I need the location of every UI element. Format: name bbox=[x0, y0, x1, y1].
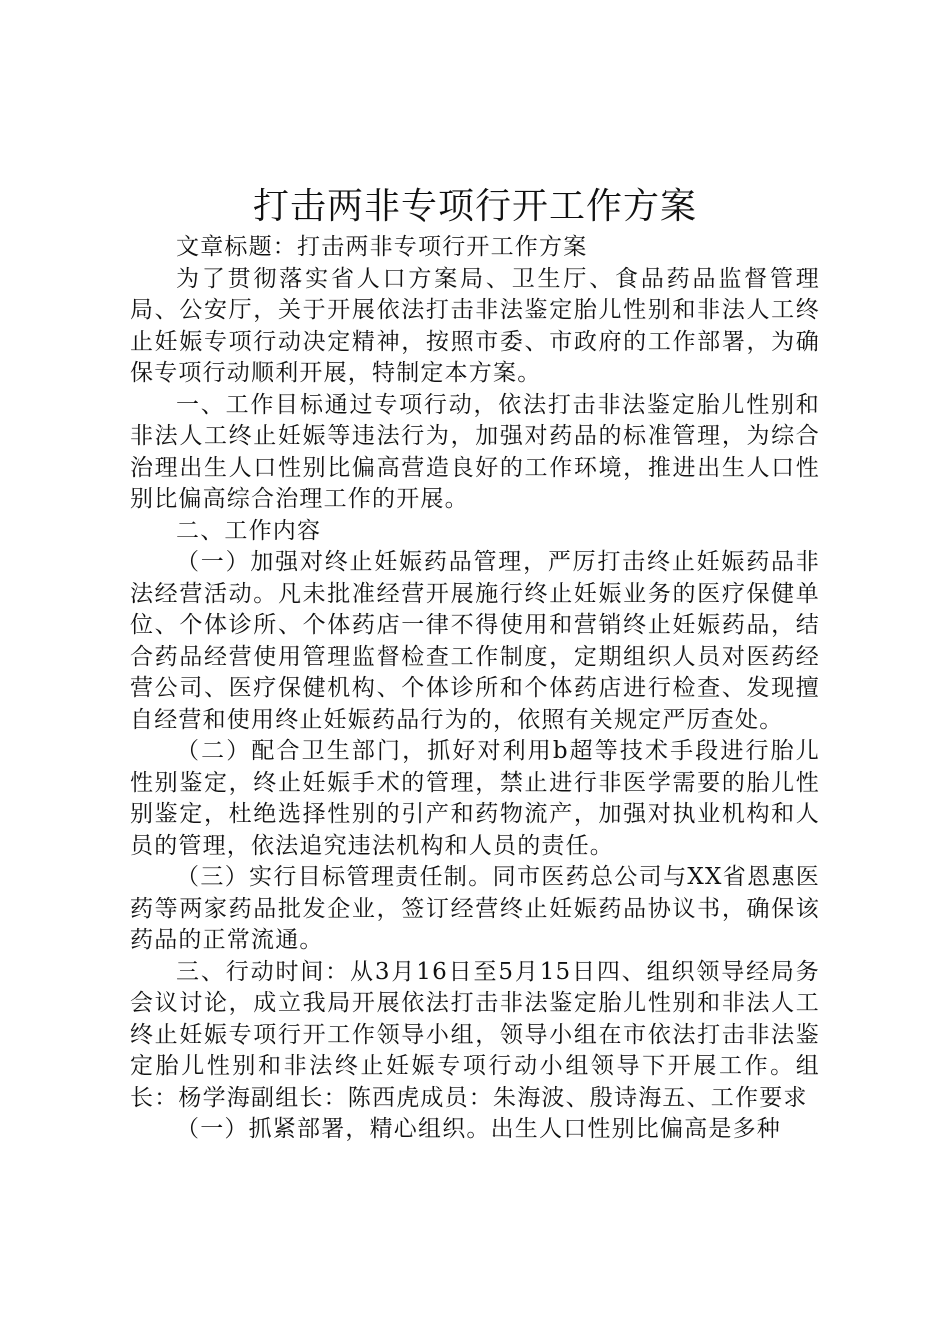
article-title-line: 文章标题：打击两非专项行开工作方案 bbox=[176, 234, 588, 260]
requirements-item-1-paragraph: （一）抓紧部署，精心组织。出生人口性别比偏高是多种 bbox=[176, 1116, 781, 1142]
document-body bbox=[130, 232, 820, 1146]
section-goals-paragraph: 一、工作目标通过专项行动，依法打击非法鉴定胎儿性别和非法人工终止妊娠等违法行为，加强对药品的标准管理，为综合治理出生人口性别比偏高营造良好的工作环境，推进出生人口性别比偏高综合治理工作的开展。 bbox=[130, 391, 820, 512]
content-item-1-paragraph: （一）加强对终止妊娠药品管理，严厉打击终止妊娠药品非法经营活动。凡未批准经营开展施行终止妊娠业务的医疗保健单位、个体诊所、个体药店一律不得使用和营销终止妊娠药品，结合药品经营使用管理监督检查工作制度，定期组织人员对医药经营公司、医疗保健机构、个体诊所和个体药店进行检查、发现擅自经营和使用终止妊娠药品行为的，依照有关规定严厉查处。 bbox=[130, 549, 820, 733]
intro-paragraph: 为了贯彻落实省人口方案局、卫生厅、食品药品监督管理局、公安厅，关于开展依法打击非法鉴定胎儿性别和非法人工终止妊娠专项行动决定精神，按照市委、市政府的工作部署，为确保专项行动顺利开展，特制定本方案。 bbox=[130, 265, 820, 386]
content-item-3-paragraph: （三）实行目标管理责任制。同市医药总公司与XX省恩惠医药等两家药品批发企业，签订经营终止妊娠药品协议书，确保该药品的正常流通。 bbox=[130, 864, 820, 953]
content-item-2-paragraph: （二）配合卫生部门，抓好对利用b超等技术手段进行胎儿性别鉴定，终止妊娠手术的管理，禁止进行非医学需要的胎儿性别鉴定，杜绝选择性别的引产和药物流产，加强对执业机构和人员的管理，依法追究违法机构和人员的责任。 bbox=[130, 738, 820, 859]
section-time-organization-paragraph: 三、行动时间：从3月16日至5月15日四、组织领导经局务会议讨论，成立我局开展依法打击非法鉴定胎儿性别和非法人工终止妊娠专项行开工作领导小组，领导小组在市依法打击非法鉴定胎儿性别和非法终止妊娠专项行动小组领导下开展工作。组长：杨学海副组长：陈西虎成员：朱海波、殷诗海五、工作要求 bbox=[130, 958, 820, 1111]
document-title: 打击两非专项行开工作方案 bbox=[252, 186, 697, 227]
section-content-heading: 二、工作内容 bbox=[176, 517, 322, 544]
